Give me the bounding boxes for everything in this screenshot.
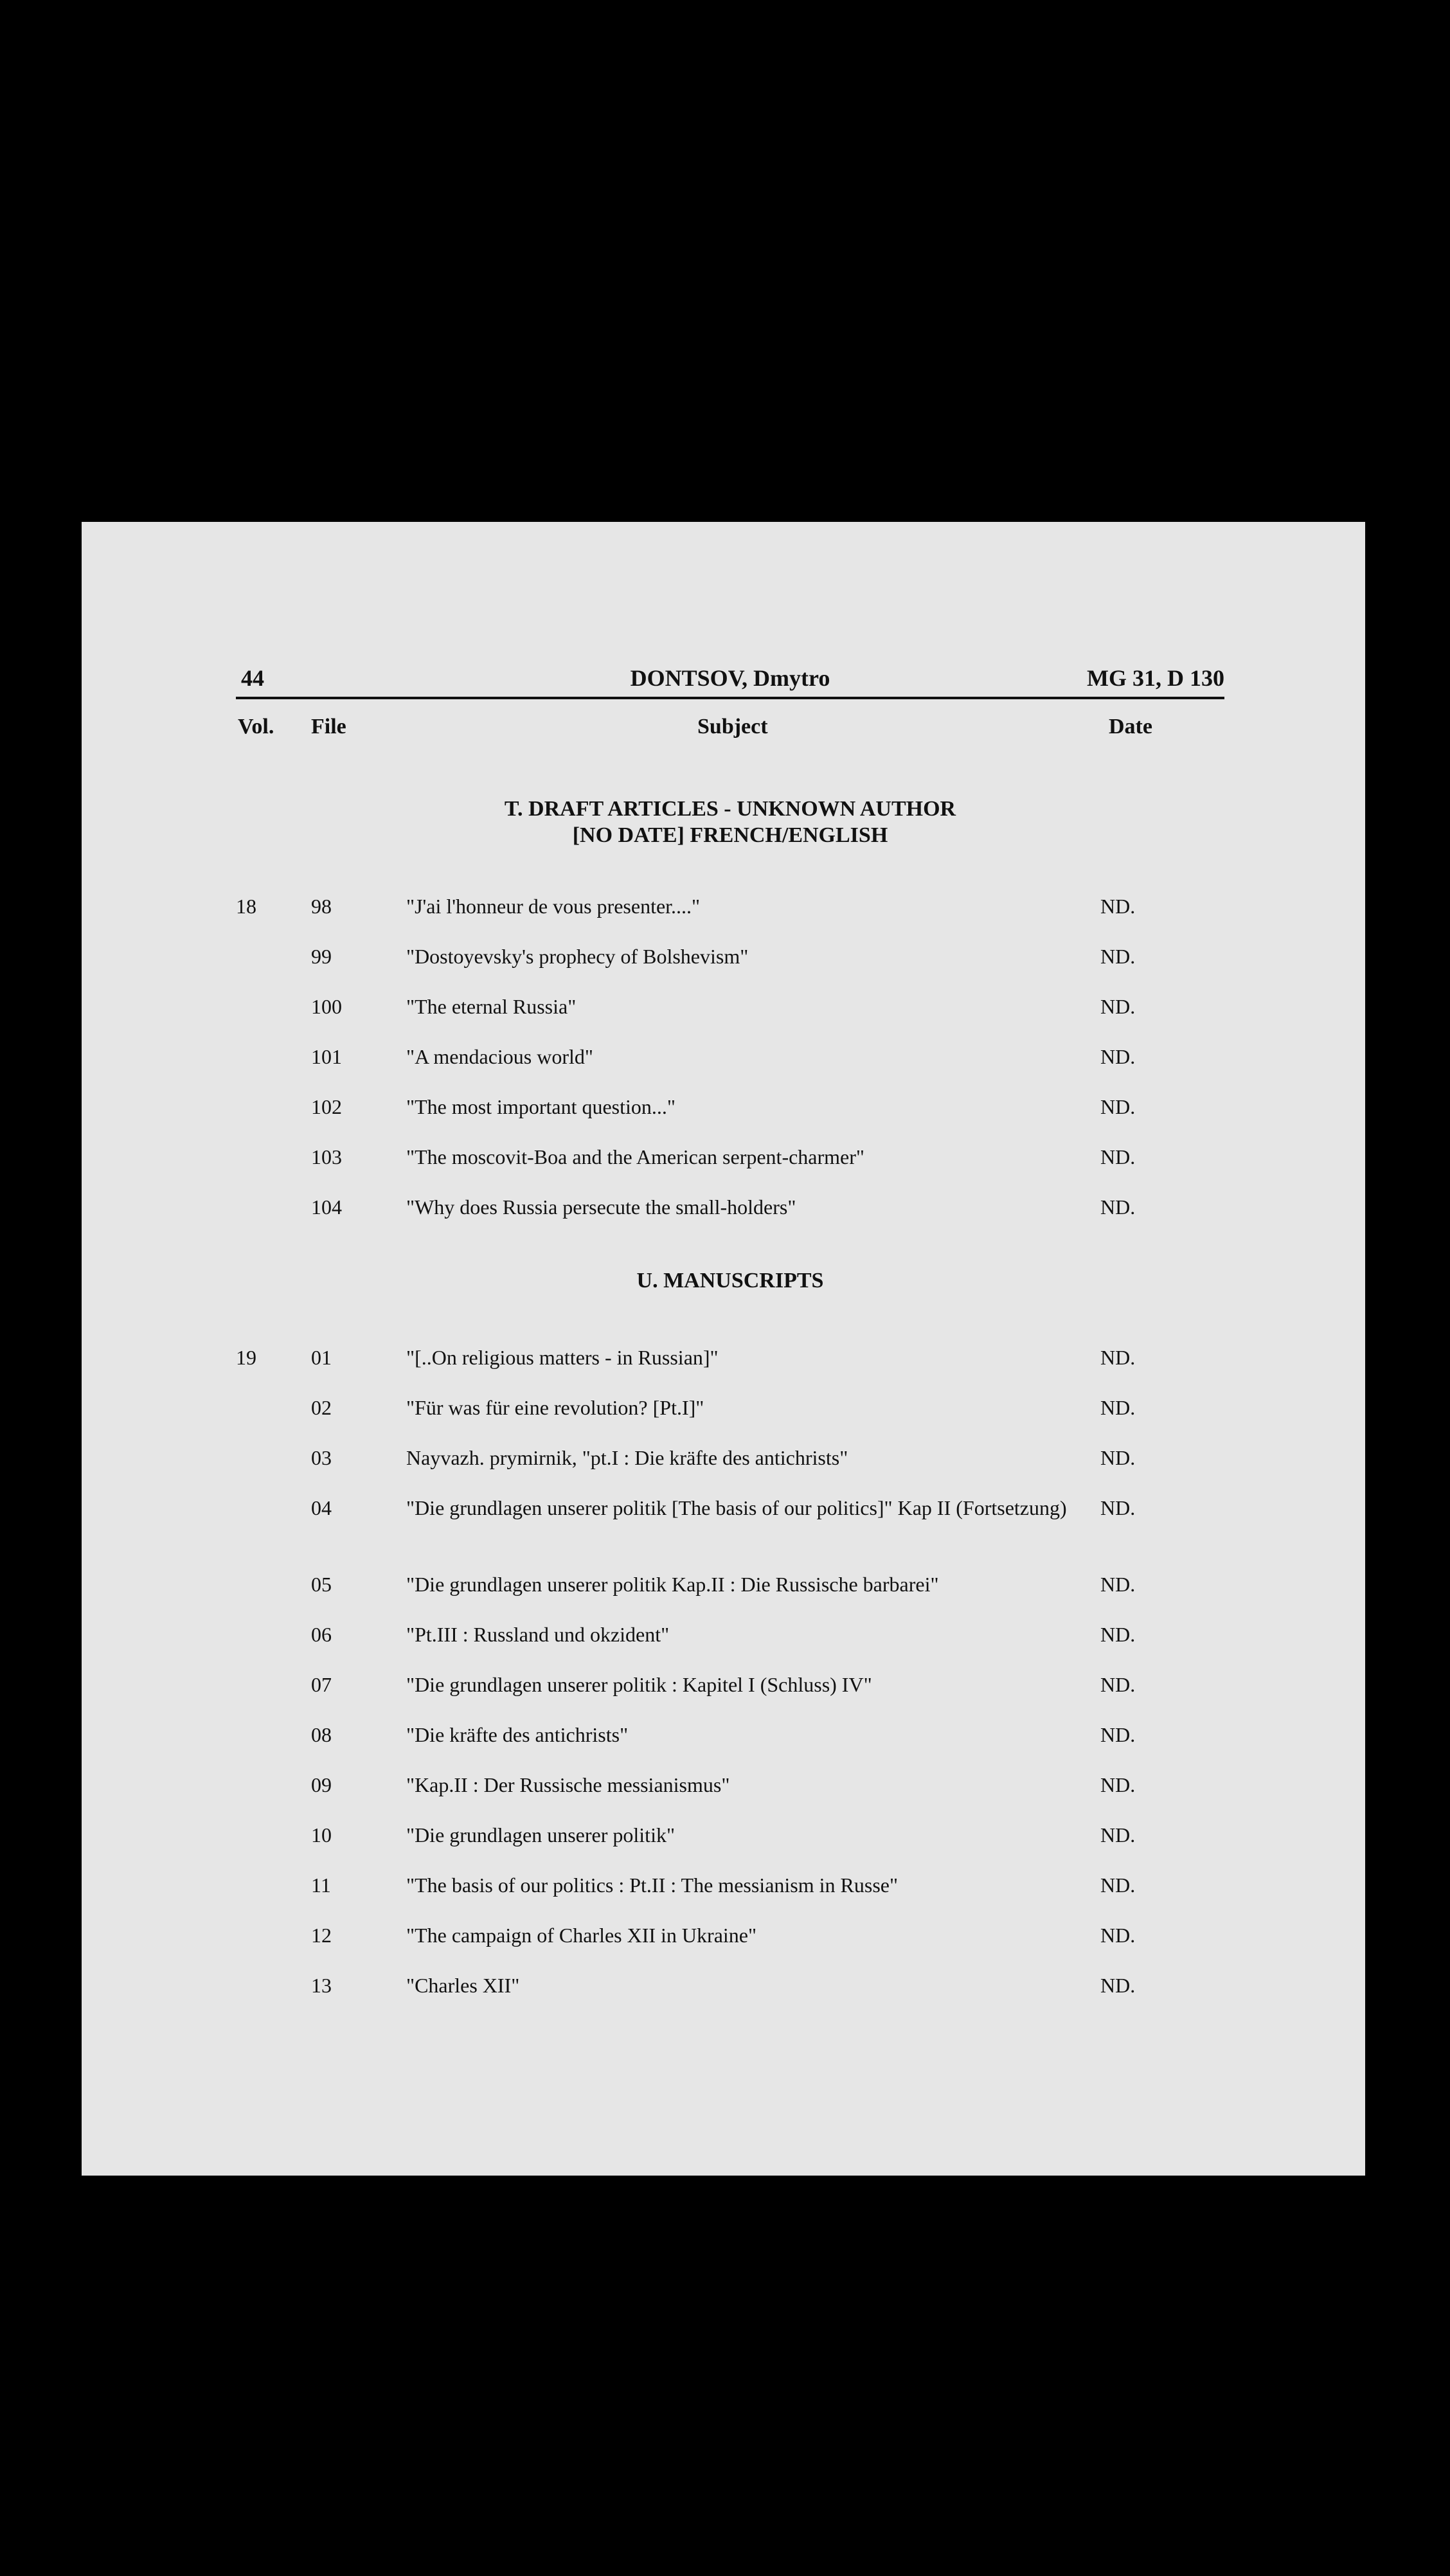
row-date: ND.	[1100, 1723, 1136, 1746]
column-header-vol: Vol.	[238, 715, 274, 738]
section-title-u-line1: U. MANUSCRIPTS	[636, 1269, 824, 1292]
row-file: 100	[311, 995, 342, 1018]
row-date: ND.	[1100, 1573, 1136, 1596]
row-date: ND.	[1100, 895, 1136, 918]
row-file: 08	[311, 1723, 332, 1746]
section-title-t-line2: [NO DATE] FRENCH/ENGLISH	[572, 823, 888, 847]
row-file: 98	[311, 895, 332, 918]
row-file: 13	[311, 1974, 332, 1997]
row-date: ND.	[1100, 995, 1136, 1018]
row-subject: "Kap.II : Der Russische messianismus"	[406, 1773, 730, 1796]
row-subject: "Die grundlagen unserer politik Kap.II : Die Russische barbarei"	[406, 1573, 939, 1596]
row-date: ND.	[1100, 1145, 1136, 1168]
section-title-t-line1: T. DRAFT ARTICLES - UNKNOWN AUTHOR	[504, 797, 956, 821]
row-date: ND.	[1100, 1346, 1136, 1369]
row-subject: "Die grundlagen unserer politik : Kapitel I (Schluss) IV"	[406, 1673, 872, 1696]
row-vol: 18	[236, 895, 256, 918]
row-file: 04	[311, 1496, 332, 1519]
row-subject: "Die grundlagen unserer politik"	[406, 1823, 676, 1847]
page-number: 44	[241, 665, 264, 691]
row-date: ND.	[1100, 1396, 1136, 1419]
row-file: 05	[311, 1573, 332, 1596]
row-subject: "Die kräfte des antichrists"	[406, 1723, 629, 1746]
row-file: 09	[311, 1773, 332, 1796]
row-file: 103	[311, 1145, 342, 1168]
row-date: ND.	[1100, 1195, 1136, 1219]
row-date: ND.	[1100, 1673, 1136, 1696]
row-date: ND.	[1100, 945, 1136, 968]
section-title-u	[236, 1267, 1224, 1294]
row-vol: 19	[236, 1346, 256, 1369]
row-file: 01	[311, 1346, 332, 1369]
row-file: 07	[311, 1673, 332, 1696]
row-subject: "The basis of our politics : Pt.II : The messianism in Russe"	[406, 1874, 899, 1897]
row-file: 101	[311, 1045, 342, 1068]
page-header	[236, 665, 1224, 699]
row-file: 02	[311, 1396, 332, 1419]
row-subject: "Die grundlagen unserer politik [The basis of our politics]" Kap II (Fortsetzung)	[406, 1496, 1067, 1519]
archive-reference: MG 31, D 130	[1087, 665, 1224, 691]
row-subject: "The campaign of Charles XII in Ukraine"	[406, 1924, 757, 1947]
row-date: ND.	[1100, 1773, 1136, 1796]
row-subject: "[..On religious matters - in Russian]"	[406, 1346, 719, 1369]
row-file: 12	[311, 1924, 332, 1947]
row-date: ND.	[1100, 1045, 1136, 1068]
row-file: 11	[311, 1874, 331, 1897]
column-header-date: Date	[1109, 715, 1152, 738]
row-subject: Nayvazh. prymirnik, "pt.I : Die kräfte des antichrists"	[406, 1446, 848, 1469]
row-subject: "A mendacious world"	[406, 1045, 593, 1068]
row-date: ND.	[1100, 1095, 1136, 1118]
row-subject: "Why does Russia persecute the small-holders"	[406, 1195, 796, 1219]
row-date: ND.	[1100, 1446, 1136, 1469]
section-title-t	[236, 796, 1224, 848]
row-subject: "The eternal Russia"	[406, 995, 577, 1018]
column-header-subject: Subject	[697, 715, 768, 738]
row-file: 03	[311, 1446, 332, 1469]
row-subject: "Dostoyevsky's prophecy of Bolshevism"	[406, 945, 749, 968]
page-title: DONTSOV, Dmytro	[630, 665, 830, 691]
column-header-file: File	[311, 715, 346, 738]
row-file: 104	[311, 1195, 342, 1219]
row-file: 99	[311, 945, 332, 968]
row-subject: "Pt.III : Russland und okzident"	[406, 1623, 670, 1646]
row-file: 06	[311, 1623, 332, 1646]
row-date: ND.	[1100, 1623, 1136, 1646]
document-page	[82, 522, 1365, 2176]
row-subject: "J'ai l'honneur de vous presenter...."	[406, 895, 701, 918]
row-file: 102	[311, 1095, 342, 1118]
row-date: ND.	[1100, 1496, 1136, 1519]
row-subject: "Für was für eine revolution? [Pt.I]"	[406, 1396, 704, 1419]
row-subject: "Charles XII"	[406, 1974, 520, 1997]
row-date: ND.	[1100, 1974, 1136, 1997]
row-subject: "The most important question..."	[406, 1095, 676, 1118]
row-file: 10	[311, 1823, 332, 1847]
row-date: ND.	[1100, 1874, 1136, 1897]
row-date: ND.	[1100, 1823, 1136, 1847]
row-subject: "The moscovit-Boa and the American serpent-charmer"	[406, 1145, 864, 1168]
row-date: ND.	[1100, 1924, 1136, 1947]
